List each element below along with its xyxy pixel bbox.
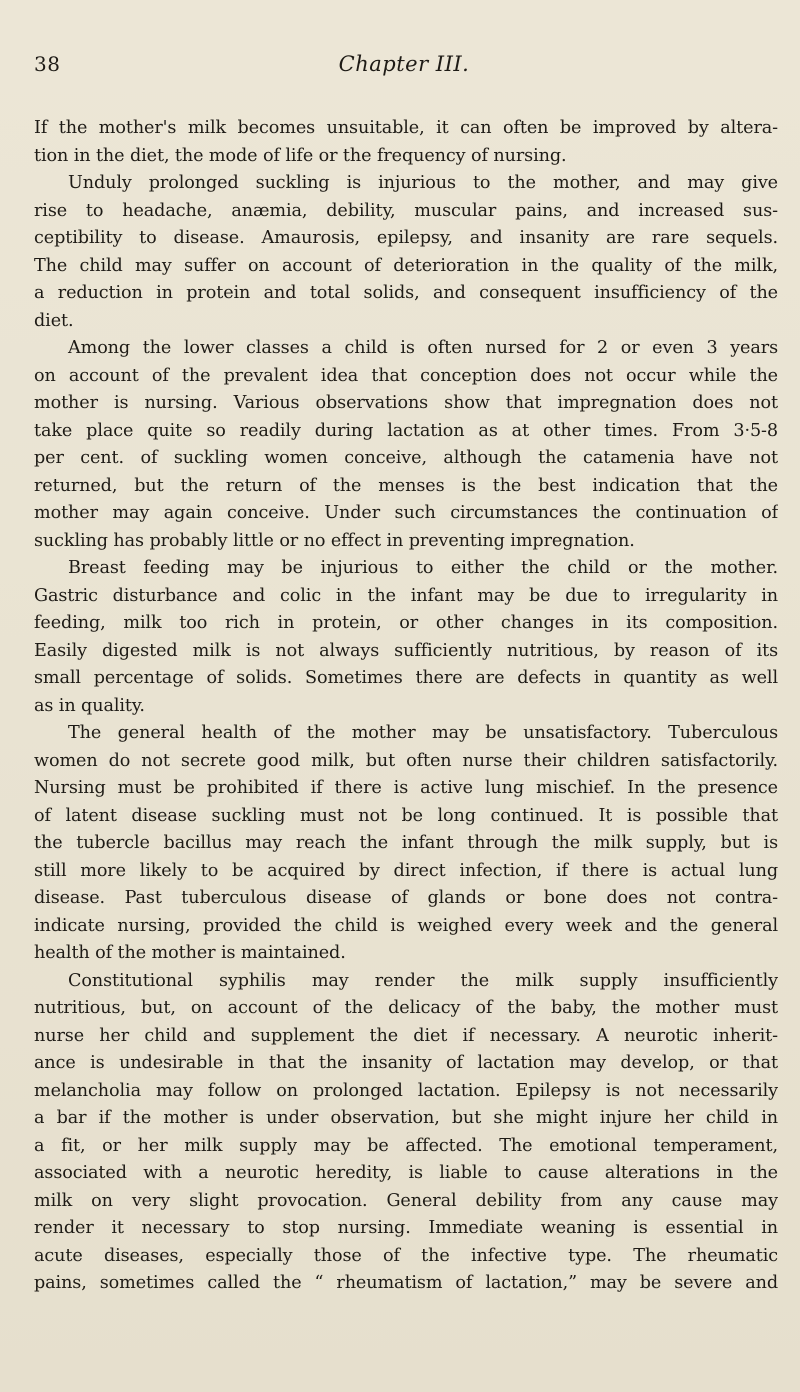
text-line: mother may again conceive. Under such circumstances the continuation of — [34, 503, 778, 523]
text-line: as in quality. — [34, 695, 145, 716]
text-line: of latent disease suckling must not be long continued. It is possible that — [34, 805, 778, 826]
text-line: indicate nursing, provided the child is weighed every week and the general — [34, 915, 778, 936]
text-line: milk on very slight provocation. General debility from any cause may — [34, 1190, 778, 1211]
page-number: 38 — [34, 52, 61, 76]
body-text — [34, 115, 778, 1298]
text-line: ceptibility to disease. Amaurosis, epilepsy, and insanity are rare sequels. — [34, 228, 778, 248]
text-line: take place quite so readily during lactation as at other times. From 3·5-8 — [34, 420, 778, 441]
text-line: a bar if the mother is under observation, but she might injure her child in — [34, 1108, 778, 1128]
text-line: tion in the diet, the mode of life or the frequency of nursing. — [34, 145, 567, 166]
text-line: Easily digested milk is not always sufficiently nutritious, by reason of its — [34, 640, 778, 661]
running-head: Chapter III. — [338, 52, 470, 76]
text-line: ance is undesirable in that the insanity of lactation may develop, or that — [34, 1053, 778, 1073]
text-line: per cent. of suckling women conceive, although the catamenia have not — [34, 448, 778, 468]
text-line: the tubercle bacillus may reach the infant through the milk supply, but is — [34, 833, 778, 853]
text-line: a fit, or her milk supply may be affected. The emotional temperament, — [34, 1135, 778, 1156]
text-line: render it necessary to stop nursing. Immediate weaning is essential in — [34, 1218, 778, 1238]
text-line: disease. Past tuberculous disease of glands or bone does not contra- — [34, 888, 778, 908]
text-line: pains, sometimes called the “ rheumatism of lactation,” may be severe and — [34, 1273, 778, 1293]
text-line: women do not secrete good milk, but often nurse their children satisfactorily. — [34, 750, 778, 771]
text-line: suckling has probably little or no effect in preventing impregnation. — [34, 530, 635, 551]
text-line: Gastric disturbance and colic in the infant may be due to irregularity in — [34, 585, 778, 606]
text-line: Breast feeding may be injurious to either the child or the mother. — [68, 558, 778, 578]
text-line: If the mother's milk becomes unsuitable, it can often be improved by altera- — [34, 118, 778, 138]
text-line: on account of the prevalent idea that conception does not occur while the — [34, 365, 778, 386]
text-line: still more likely to be acquired by direct infection, if there is actual lung — [34, 860, 778, 881]
text-line: Constitutional syphilis may render the milk supply insufficiently — [68, 970, 778, 991]
text-line: melancholia may follow on prolonged lactation. Epilepsy is not necessarily — [34, 1080, 778, 1101]
text-line: Unduly prolonged suckling is injurious to the mother, and may give — [68, 173, 778, 193]
text-line: acute diseases, especially those of the infective type. The rheumatic — [34, 1245, 778, 1266]
text-line: feeding, milk too rich in protein, or other changes in its composition. — [34, 613, 778, 633]
text-line: nutritious, but, on account of the delicacy of the baby, the mother must — [34, 998, 778, 1018]
text-line: returned, but the return of the menses is the best indication that the — [34, 475, 778, 496]
text-line: Nursing must be prohibited if there is active lung mischief. In the presence — [34, 778, 778, 798]
text-line: mother is nursing. Various observations show that impregnation does not — [34, 393, 778, 413]
text-line: nurse her child and supplement the diet if necessary. A neurotic inherit- — [34, 1025, 778, 1046]
text-line: rise to headache, anæmia, debility, muscular pains, and increased sus- — [34, 200, 778, 221]
text-line: diet. — [34, 310, 74, 331]
text-line: The child may suffer on account of deterioration in the quality of the milk, — [34, 255, 778, 276]
text-line: small percentage of solids. Sometimes there are defects in quantity as well — [34, 668, 778, 688]
page-header — [34, 52, 774, 82]
text-line: Among the lower classes a child is often nursed for 2 or even 3 years — [68, 338, 778, 358]
text-line: health of the mother is maintained. — [34, 943, 346, 963]
text-line: a reduction in protein and total solids, and consequent insufficiency of the — [34, 283, 778, 303]
text-line: associated with a neurotic heredity, is liable to cause alterations in the — [34, 1163, 778, 1183]
text-line: The general health of the mother may be unsatisfactory. Tuberculous — [68, 723, 778, 743]
